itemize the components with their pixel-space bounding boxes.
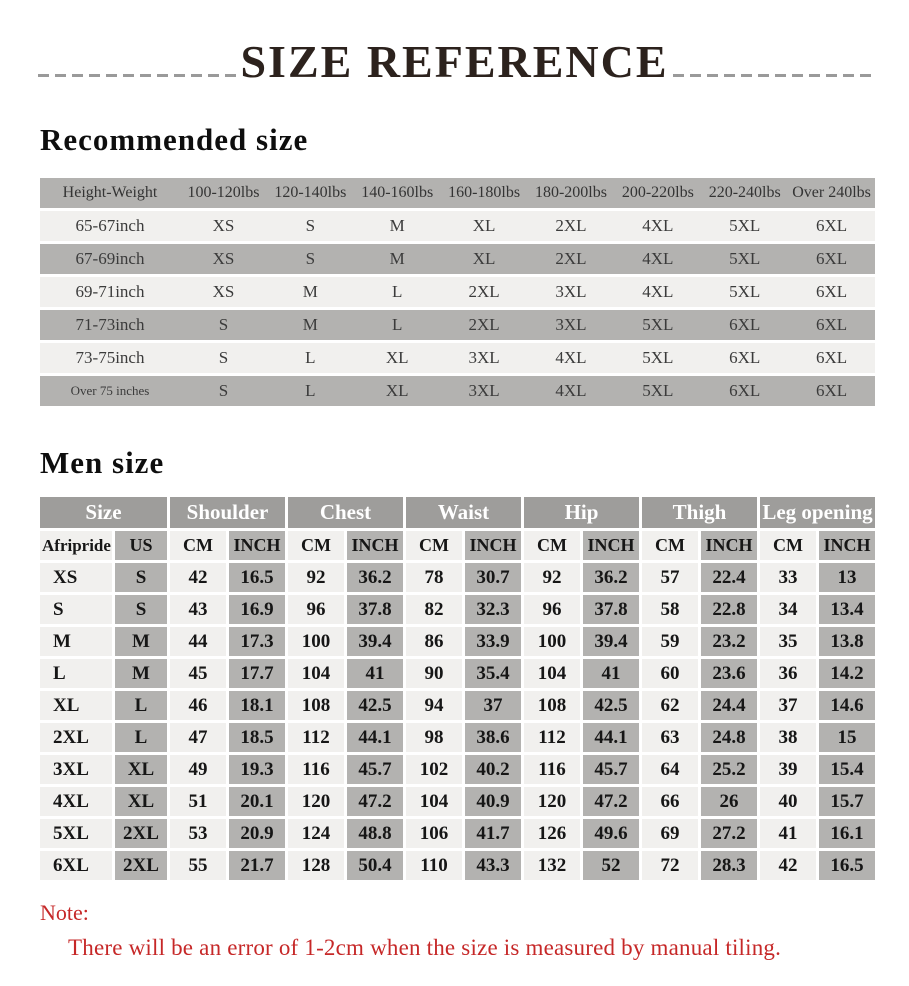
recommended-value-cell: XS — [180, 244, 267, 274]
recommended-label-cell: 67-69inch — [40, 244, 180, 274]
recommended-row — [40, 376, 875, 406]
men-size-cell: S — [40, 595, 112, 624]
recommended-header-cell: 140-160lbs — [354, 178, 441, 208]
men-value-cell: 126 — [524, 819, 580, 848]
men-value-cell: 112 — [524, 723, 580, 752]
recommended-value-cell: 3XL — [528, 310, 615, 340]
men-value-cell: 47.2 — [583, 787, 639, 816]
recommended-value-cell: 6XL — [701, 376, 788, 406]
men-group-header-cell: Shoulder — [170, 497, 285, 528]
men-subheader-row — [40, 531, 875, 560]
men-value-cell: 48.8 — [347, 819, 403, 848]
men-value-cell: 16.9 — [229, 595, 285, 624]
men-value-cell: 92 — [524, 563, 580, 592]
men-value-cell: 52 — [583, 851, 639, 880]
men-size-cell: 6XL — [40, 851, 112, 880]
men-data-row — [40, 659, 875, 688]
men-value-cell: 66 — [642, 787, 698, 816]
recommended-value-cell: 5XL — [701, 211, 788, 241]
title-dash-right — [673, 74, 871, 77]
recommended-label-cell: 73-75inch — [40, 343, 180, 373]
men-us-cell: XL — [115, 755, 167, 784]
men-value-cell: 45 — [170, 659, 226, 688]
men-group-header-cell: Hip — [524, 497, 639, 528]
recommended-value-cell: 6XL — [788, 343, 875, 373]
recommended-size-heading: Recommended size — [40, 122, 309, 157]
men-data-row — [40, 595, 875, 624]
men-value-cell: 13.4 — [819, 595, 875, 624]
recommended-header-cell: 180-200lbs — [528, 178, 615, 208]
men-value-cell: 22.4 — [701, 563, 757, 592]
men-us-cell: S — [115, 563, 167, 592]
recommended-row — [40, 310, 875, 340]
recommended-row — [40, 211, 875, 241]
men-value-cell: 98 — [406, 723, 462, 752]
men-value-cell: 37.8 — [583, 595, 639, 624]
men-value-cell: 78 — [406, 563, 462, 592]
recommended-value-cell: XL — [441, 211, 528, 241]
men-value-cell: 36.2 — [583, 563, 639, 592]
men-value-cell: 28.3 — [701, 851, 757, 880]
men-value-cell: 96 — [288, 595, 344, 624]
men-value-cell: 40.9 — [465, 787, 521, 816]
recommended-value-cell: XL — [441, 244, 528, 274]
page-title: SIZE REFERENCE — [240, 35, 669, 87]
men-value-cell: 22.8 — [701, 595, 757, 624]
men-subheader-cell: INCH — [229, 531, 285, 560]
men-value-cell: 49 — [170, 755, 226, 784]
note-text: There will be an error of 1-2cm when the size is measured by manual tiling. — [68, 935, 782, 960]
men-value-cell: 100 — [288, 627, 344, 656]
men-value-cell: 41 — [347, 659, 403, 688]
men-value-cell: 17.3 — [229, 627, 285, 656]
men-value-cell: 32.3 — [465, 595, 521, 624]
men-value-cell: 90 — [406, 659, 462, 688]
recommended-value-cell: 3XL — [441, 376, 528, 406]
men-data-row — [40, 723, 875, 752]
recommended-label-cell: 65-67inch — [40, 211, 180, 241]
men-value-cell: 13 — [819, 563, 875, 592]
men-value-cell: 120 — [524, 787, 580, 816]
men-value-cell: 23.2 — [701, 627, 757, 656]
men-value-cell: 108 — [524, 691, 580, 720]
men-group-header-cell: Waist — [406, 497, 521, 528]
men-value-cell: 62 — [642, 691, 698, 720]
men-value-cell: 36.2 — [347, 563, 403, 592]
men-value-cell: 104 — [524, 659, 580, 688]
men-value-cell: 53 — [170, 819, 226, 848]
men-value-cell: 55 — [170, 851, 226, 880]
men-value-cell: 42.5 — [347, 691, 403, 720]
recommended-row — [40, 244, 875, 274]
men-value-cell: 60 — [642, 659, 698, 688]
men-value-cell: 104 — [406, 787, 462, 816]
men-value-cell: 18.1 — [229, 691, 285, 720]
men-us-cell: M — [115, 627, 167, 656]
recommended-value-cell: XS — [180, 277, 267, 307]
men-us-cell: L — [115, 723, 167, 752]
recommended-label-cell: 71-73inch — [40, 310, 180, 340]
recommended-header-cell: Over 240lbs — [788, 178, 875, 208]
men-data-row — [40, 627, 875, 656]
recommended-header-cell: 100-120lbs — [180, 178, 267, 208]
men-value-cell: 14.6 — [819, 691, 875, 720]
recommended-value-cell: 4XL — [614, 277, 701, 307]
men-value-cell: 23.6 — [701, 659, 757, 688]
men-value-cell: 26 — [701, 787, 757, 816]
recommended-header-cell: Height-Weight — [40, 178, 180, 208]
recommended-value-cell: XL — [354, 343, 441, 373]
men-value-cell: 43.3 — [465, 851, 521, 880]
men-value-cell: 41.7 — [465, 819, 521, 848]
men-value-cell: 39 — [760, 755, 816, 784]
recommended-value-cell: 3XL — [441, 343, 528, 373]
men-size-cell: L — [40, 659, 112, 688]
men-value-cell: 37.8 — [347, 595, 403, 624]
men-subheader-cell: US — [115, 531, 167, 560]
men-value-cell: 102 — [406, 755, 462, 784]
men-value-cell: 100 — [524, 627, 580, 656]
men-subheader-cell: CM — [406, 531, 462, 560]
men-value-cell: 14.2 — [819, 659, 875, 688]
men-size-cell: 4XL — [40, 787, 112, 816]
men-value-cell: 30.7 — [465, 563, 521, 592]
recommended-size-table — [40, 175, 875, 409]
men-value-cell: 116 — [288, 755, 344, 784]
men-value-cell: 15 — [819, 723, 875, 752]
recommended-value-cell: M — [354, 211, 441, 241]
men-subheader-cell: CM — [642, 531, 698, 560]
men-value-cell: 13.8 — [819, 627, 875, 656]
men-value-cell: 124 — [288, 819, 344, 848]
recommended-value-cell: 6XL — [788, 310, 875, 340]
men-group-header-cell: Size — [40, 497, 167, 528]
recommended-value-cell: 6XL — [788, 244, 875, 274]
recommended-value-cell: M — [267, 310, 354, 340]
men-value-cell: 37 — [760, 691, 816, 720]
recommended-value-cell: 3XL — [528, 277, 615, 307]
men-size-cell: 5XL — [40, 819, 112, 848]
recommended-value-cell: M — [354, 244, 441, 274]
men-value-cell: 16.5 — [229, 563, 285, 592]
recommended-value-cell: 4XL — [614, 211, 701, 241]
men-value-cell: 108 — [288, 691, 344, 720]
men-value-cell: 45.7 — [583, 755, 639, 784]
men-us-cell: L — [115, 691, 167, 720]
recommended-row — [40, 277, 875, 307]
men-value-cell: 72 — [642, 851, 698, 880]
men-us-cell: S — [115, 595, 167, 624]
recommended-value-cell: 6XL — [701, 310, 788, 340]
men-value-cell: 51 — [170, 787, 226, 816]
men-value-cell: 42 — [760, 851, 816, 880]
note-label: Note: — [40, 900, 89, 925]
men-value-cell: 69 — [642, 819, 698, 848]
men-value-cell: 41 — [583, 659, 639, 688]
men-value-cell: 82 — [406, 595, 462, 624]
recommended-value-cell: L — [354, 277, 441, 307]
men-value-cell: 16.1 — [819, 819, 875, 848]
recommended-value-cell: 5XL — [614, 376, 701, 406]
recommended-value-cell: 5XL — [614, 310, 701, 340]
recommended-value-cell: XS — [180, 211, 267, 241]
men-value-cell: 44 — [170, 627, 226, 656]
men-data-row — [40, 787, 875, 816]
men-subheader-cell: INCH — [701, 531, 757, 560]
men-value-cell: 47 — [170, 723, 226, 752]
men-subheader-cell: CM — [760, 531, 816, 560]
recommended-row — [40, 343, 875, 373]
men-data-row — [40, 755, 875, 784]
men-us-cell: 2XL — [115, 819, 167, 848]
men-subheader-cell: CM — [288, 531, 344, 560]
recommended-value-cell: 5XL — [614, 343, 701, 373]
men-value-cell: 33.9 — [465, 627, 521, 656]
men-value-cell: 24.8 — [701, 723, 757, 752]
men-value-cell: 20.1 — [229, 787, 285, 816]
men-value-cell: 116 — [524, 755, 580, 784]
men-value-cell: 15.4 — [819, 755, 875, 784]
recommended-value-cell: S — [180, 376, 267, 406]
men-group-header-cell: Leg opening — [760, 497, 875, 528]
recommended-value-cell: 2XL — [441, 277, 528, 307]
recommended-value-cell: 5XL — [701, 244, 788, 274]
recommended-value-cell: 6XL — [788, 277, 875, 307]
men-us-cell: XL — [115, 787, 167, 816]
recommended-value-cell: L — [267, 343, 354, 373]
men-value-cell: 50.4 — [347, 851, 403, 880]
men-value-cell: 43 — [170, 595, 226, 624]
men-value-cell: 128 — [288, 851, 344, 880]
recommended-label-cell: Over 75 inches — [40, 376, 180, 406]
men-value-cell: 40 — [760, 787, 816, 816]
men-value-cell: 45.7 — [347, 755, 403, 784]
men-value-cell: 21.7 — [229, 851, 285, 880]
men-value-cell: 86 — [406, 627, 462, 656]
men-value-cell: 44.1 — [583, 723, 639, 752]
men-value-cell: 112 — [288, 723, 344, 752]
men-value-cell: 24.4 — [701, 691, 757, 720]
men-value-cell: 35 — [760, 627, 816, 656]
men-group-header-row — [40, 497, 875, 528]
men-group-header-cell: Chest — [288, 497, 403, 528]
men-value-cell: 39.4 — [347, 627, 403, 656]
recommended-value-cell: 4XL — [528, 343, 615, 373]
men-value-cell: 94 — [406, 691, 462, 720]
recommended-value-cell: S — [267, 244, 354, 274]
men-value-cell: 36 — [760, 659, 816, 688]
men-subheader-cell: CM — [170, 531, 226, 560]
men-value-cell: 58 — [642, 595, 698, 624]
recommended-value-cell: 2XL — [528, 244, 615, 274]
recommended-header-cell: 220-240lbs — [701, 178, 788, 208]
men-value-cell: 64 — [642, 755, 698, 784]
men-value-cell: 40.2 — [465, 755, 521, 784]
men-size-cell: XS — [40, 563, 112, 592]
men-data-row — [40, 691, 875, 720]
recommended-value-cell: L — [267, 376, 354, 406]
men-subheader-cell: CM — [524, 531, 580, 560]
men-value-cell: 49.6 — [583, 819, 639, 848]
recommended-value-cell: M — [267, 277, 354, 307]
men-value-cell: 46 — [170, 691, 226, 720]
men-value-cell: 92 — [288, 563, 344, 592]
men-subheader-cell: Afripride — [40, 531, 112, 560]
men-data-row — [40, 851, 875, 880]
men-value-cell: 57 — [642, 563, 698, 592]
men-subheader-cell: INCH — [583, 531, 639, 560]
men-value-cell: 38.6 — [465, 723, 521, 752]
recommended-value-cell: XL — [354, 376, 441, 406]
recommended-value-cell: 2XL — [441, 310, 528, 340]
men-us-cell: 2XL — [115, 851, 167, 880]
men-value-cell: 42 — [170, 563, 226, 592]
recommended-value-cell: 2XL — [528, 211, 615, 241]
men-value-cell: 44.1 — [347, 723, 403, 752]
men-value-cell: 63 — [642, 723, 698, 752]
men-value-cell: 96 — [524, 595, 580, 624]
men-data-row — [40, 819, 875, 848]
recommended-label-cell: 69-71inch — [40, 277, 180, 307]
men-value-cell: 37 — [465, 691, 521, 720]
recommended-header-cell: 160-180lbs — [441, 178, 528, 208]
men-value-cell: 19.3 — [229, 755, 285, 784]
men-size-heading: Men size — [40, 445, 165, 480]
men-value-cell: 42.5 — [583, 691, 639, 720]
men-size-cell: M — [40, 627, 112, 656]
men-value-cell: 39.4 — [583, 627, 639, 656]
men-value-cell: 34 — [760, 595, 816, 624]
recommended-value-cell: 6XL — [701, 343, 788, 373]
recommended-value-cell: S — [180, 310, 267, 340]
men-value-cell: 35.4 — [465, 659, 521, 688]
recommended-value-cell: 5XL — [701, 277, 788, 307]
men-value-cell: 15.7 — [819, 787, 875, 816]
recommended-value-cell: 6XL — [788, 376, 875, 406]
recommended-value-cell: S — [180, 343, 267, 373]
men-size-cell: 3XL — [40, 755, 112, 784]
men-value-cell: 106 — [406, 819, 462, 848]
men-value-cell: 17.7 — [229, 659, 285, 688]
men-value-cell: 47.2 — [347, 787, 403, 816]
recommended-header-cell: 200-220lbs — [614, 178, 701, 208]
men-subheader-cell: INCH — [465, 531, 521, 560]
men-value-cell: 16.5 — [819, 851, 875, 880]
recommended-value-cell: L — [354, 310, 441, 340]
men-value-cell: 132 — [524, 851, 580, 880]
men-size-table — [37, 494, 878, 883]
title-row — [38, 26, 871, 86]
men-data-row — [40, 563, 875, 592]
men-value-cell: 41 — [760, 819, 816, 848]
men-value-cell: 25.2 — [701, 755, 757, 784]
men-value-cell: 27.2 — [701, 819, 757, 848]
men-value-cell: 33 — [760, 563, 816, 592]
recommended-value-cell: S — [267, 211, 354, 241]
recommended-value-cell: 6XL — [788, 211, 875, 241]
recommended-value-cell: 4XL — [528, 376, 615, 406]
recommended-value-cell: 4XL — [614, 244, 701, 274]
men-value-cell: 110 — [406, 851, 462, 880]
men-value-cell: 20.9 — [229, 819, 285, 848]
men-size-cell: 2XL — [40, 723, 112, 752]
recommended-header-row — [40, 178, 875, 208]
men-value-cell: 59 — [642, 627, 698, 656]
men-subheader-cell: INCH — [819, 531, 875, 560]
men-value-cell: 38 — [760, 723, 816, 752]
men-size-cell: XL — [40, 691, 112, 720]
men-value-cell: 18.5 — [229, 723, 285, 752]
men-group-header-cell: Thigh — [642, 497, 757, 528]
title-dash-left — [38, 74, 236, 77]
recommended-header-cell: 120-140lbs — [267, 178, 354, 208]
men-value-cell: 104 — [288, 659, 344, 688]
men-subheader-cell: INCH — [347, 531, 403, 560]
men-value-cell: 120 — [288, 787, 344, 816]
men-us-cell: M — [115, 659, 167, 688]
